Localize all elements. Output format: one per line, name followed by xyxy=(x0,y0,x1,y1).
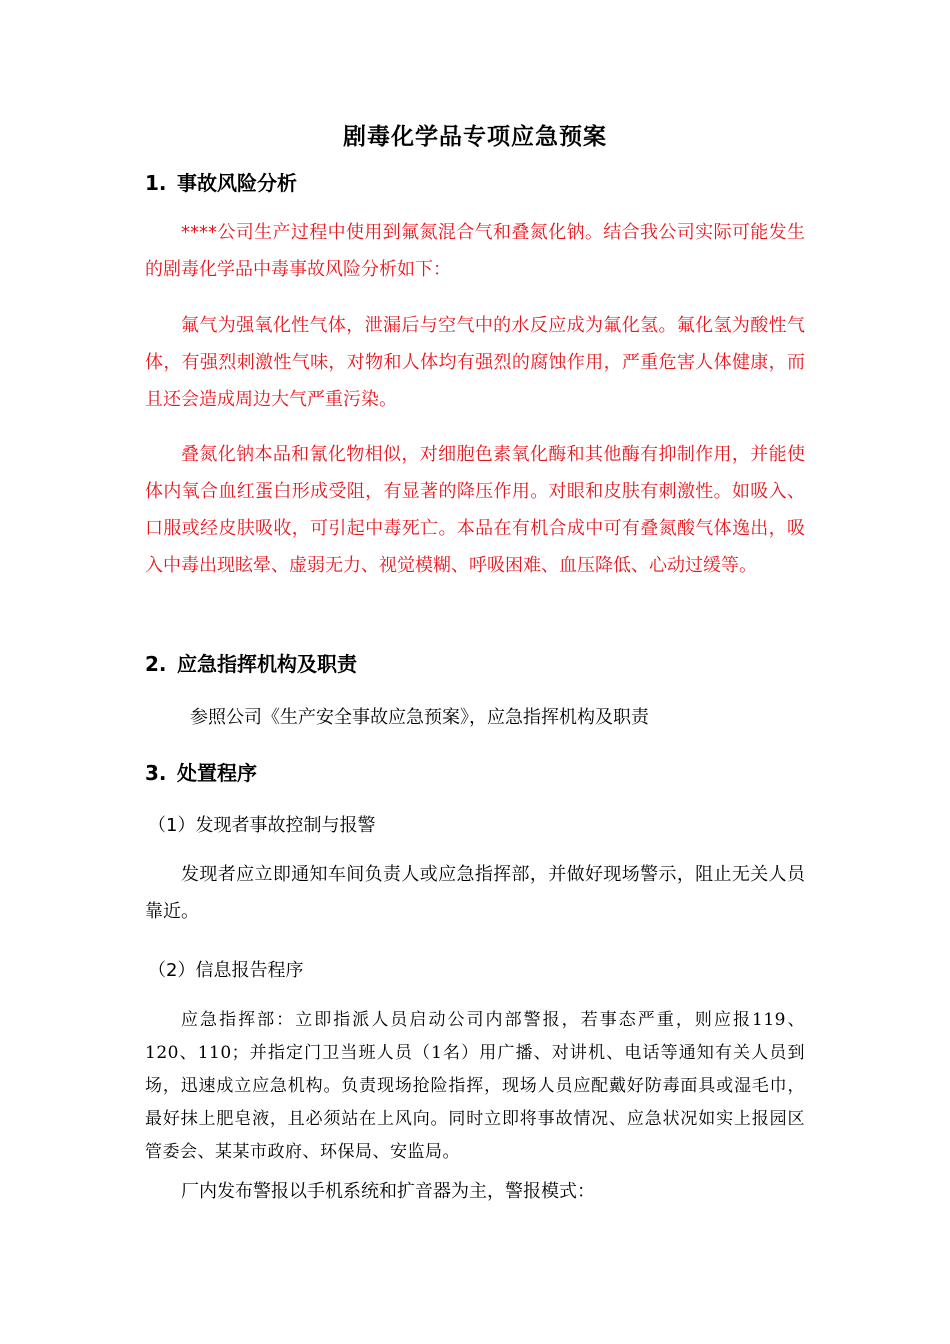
section-number: 1. xyxy=(145,171,167,195)
section-title: 应急指挥机构及职责 xyxy=(177,652,357,676)
section-1-paragraph-2: 氟气为强氧化性气体，泄漏后与空气中的水反应成为氟化氢。氟化氢为酸性气体，有强烈刺激性气味，对物和人体均有强烈的腐蚀作用，严重危害人体健康，而且还会造成周边大气严重污染。 xyxy=(145,315,805,410)
section-title: 事故风险分析 xyxy=(177,171,297,195)
section-2-heading xyxy=(145,648,357,677)
section-2-paragraph-1: 参照公司《生产安全事故应急预案》，应急指挥机构及职责 xyxy=(190,707,649,728)
section-title: 处置程序 xyxy=(177,761,257,785)
section-1-paragraph-1: ****公司生产过程中使用到氟氮混合气和叠氮化钠。结合我公司实际可能发生的剧毒化学品中毒事故风险分析如下： xyxy=(145,222,805,280)
section-3-heading xyxy=(145,757,257,786)
section-number: 2. xyxy=(145,652,167,676)
section-3-paragraph-2: 应急指挥部：立即指派人员启动公司内部警报，若事态严重，则应报119、120、110；并指定门卫当班人员（1名）用广播、对讲机、电话等通知有关人员到场，迅速成立应急机构。负责现场抢险指挥，现场人员应配戴好防毒面具或湿毛巾，最好抹上肥皂液，且必须站在上风向。同时立即将事故情况、应急状况如实上报园区管委会、某某市政府、环保局、安监局。 xyxy=(145,1010,805,1162)
section-number: 3. xyxy=(145,761,167,785)
section-1-heading xyxy=(145,167,297,196)
subsection-1-heading: （1）发现者事故控制与报警 xyxy=(148,815,376,836)
section-1-paragraph-3: 叠氮化钠本品和氰化物相似，对细胞色素氧化酶和其他酶有抑制作用，并能使体内氧合血红蛋白形成受阻，有显著的降压作用。对眼和皮肤有刺激性。如吸入、口服或经皮肤吸收，可引起中毒死亡。本品在有机合成中可有叠氮酸气体逸出，吸入中毒出现眩晕、虚弱无力、视觉模糊、呼吸困难、血压降低、心动过缓等。 xyxy=(145,444,805,576)
document-title: 剧毒化学品专项应急预案 xyxy=(343,124,607,150)
section-3-paragraph-3: 厂内发布警报以手机系统和扩音器为主，警报模式： xyxy=(181,1181,595,1202)
subsection-2-heading: （2）信息报告程序 xyxy=(148,960,304,981)
section-3-paragraph-1: 发现者应立即通知车间负责人或应急指挥部，并做好现场警示，阻止无关人员靠近。 xyxy=(145,864,805,922)
